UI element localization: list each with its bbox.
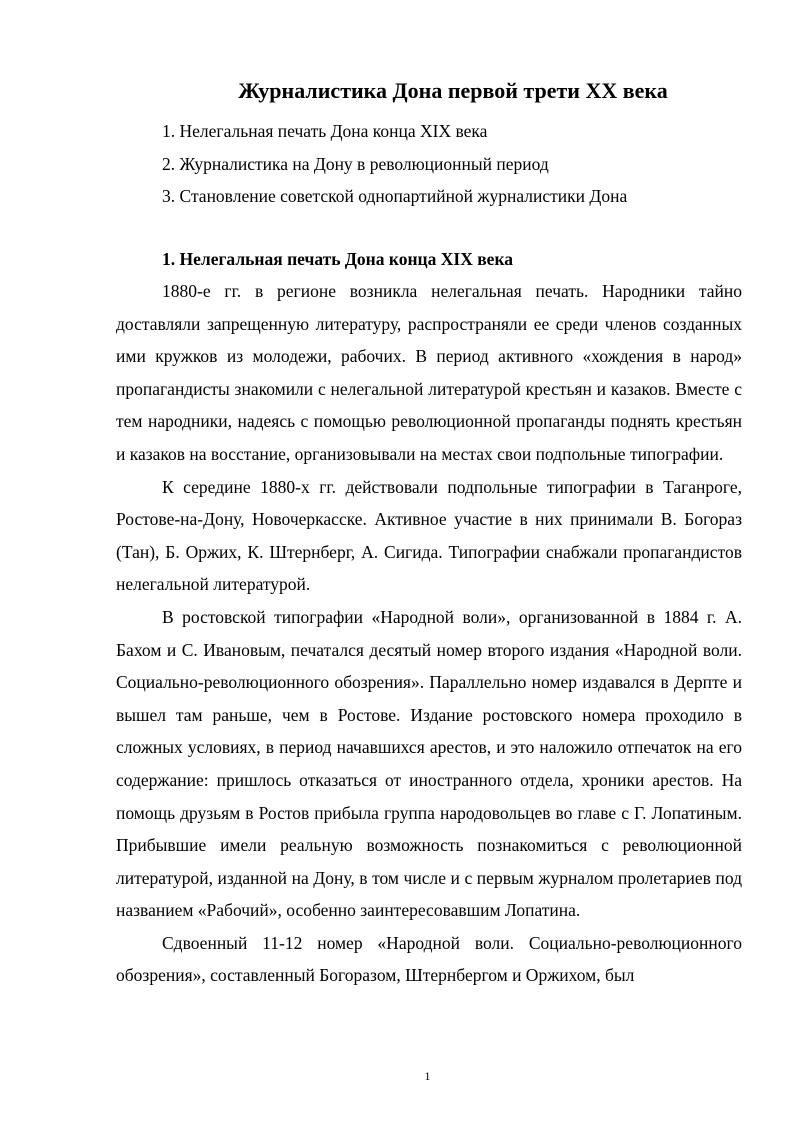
page-number: 1: [424, 1069, 431, 1083]
body-text: [116, 275, 742, 992]
paragraph: В ростовской типографии «Народной воли», организованной в 1884 г. А. Бахом и С. Ивановым, печатался десятый номер второго издания «Народной воли. Социально-революционного обозрения». Параллельно номер издавался в Дерпте и вышел там раньше, чем в Ростове. Издание ростовского номера проходило в сложных условиях, в период начавшихся арестов, и это наложило отпечаток на его содержание: пришлось отказаться от иностранного отдела, хроники арестов. На помощь друзьям в Ростов прибыла группа народовольцев во главе с Г. Лопатиным. Прибывшие имели реальную возможность познакомиться с революционной литературой, изданной на Дону, в том числе и с первым журналом пролетариев под названием «Рабочий», особенно заинтересовавшим Лопатина.: [116, 606, 742, 921]
document-title: Журналистика Дона первой трети XX века: [238, 78, 668, 103]
toc-item: 3. Становление советской однопартийной журналистики Дона: [162, 186, 628, 206]
paragraph: К середине 1880-х гг. действовали подпольные типографии в Таганроге, Ростове-на-Дону, Новочеркасске. Активное участие в них принимали В. Богораз (Тан), Б. Оржих, К. Штернберг, А. Сигида. Типографии снабжали пропагандистов нелегальной литературой.: [116, 476, 742, 595]
paragraph: Сдвоенный 11-12 номер «Народной воли. Социально-революционного обозрения», составленный Богоразом, Штернбергом и Оржихом, был: [116, 932, 742, 986]
toc-item: 2. Журналистика на Дону в революционный период: [162, 153, 549, 174]
section-heading: 1. Нелегальная печать Дона конца XIX века: [162, 249, 514, 269]
table-of-contents: [162, 115, 627, 213]
toc-item: 1. Нелегальная печать Дона конца XIX века: [162, 121, 488, 141]
paragraph: 1880-е гг. в регионе возникла нелегальная печать. Народники тайно доставляли запрещенную литературу, распространяли ее среди членов созданных ими кружков из молодежи, рабочих. В период активного «хождения в народ» пропагандисты знакомили с нелегальной литературой крестьян и казаков. Вместе с тем народники, надеясь с помощью революционной пропаганды поднять крестьян и казаков на восстание, организовывали на местах свои подпольные типографии.: [116, 281, 742, 464]
